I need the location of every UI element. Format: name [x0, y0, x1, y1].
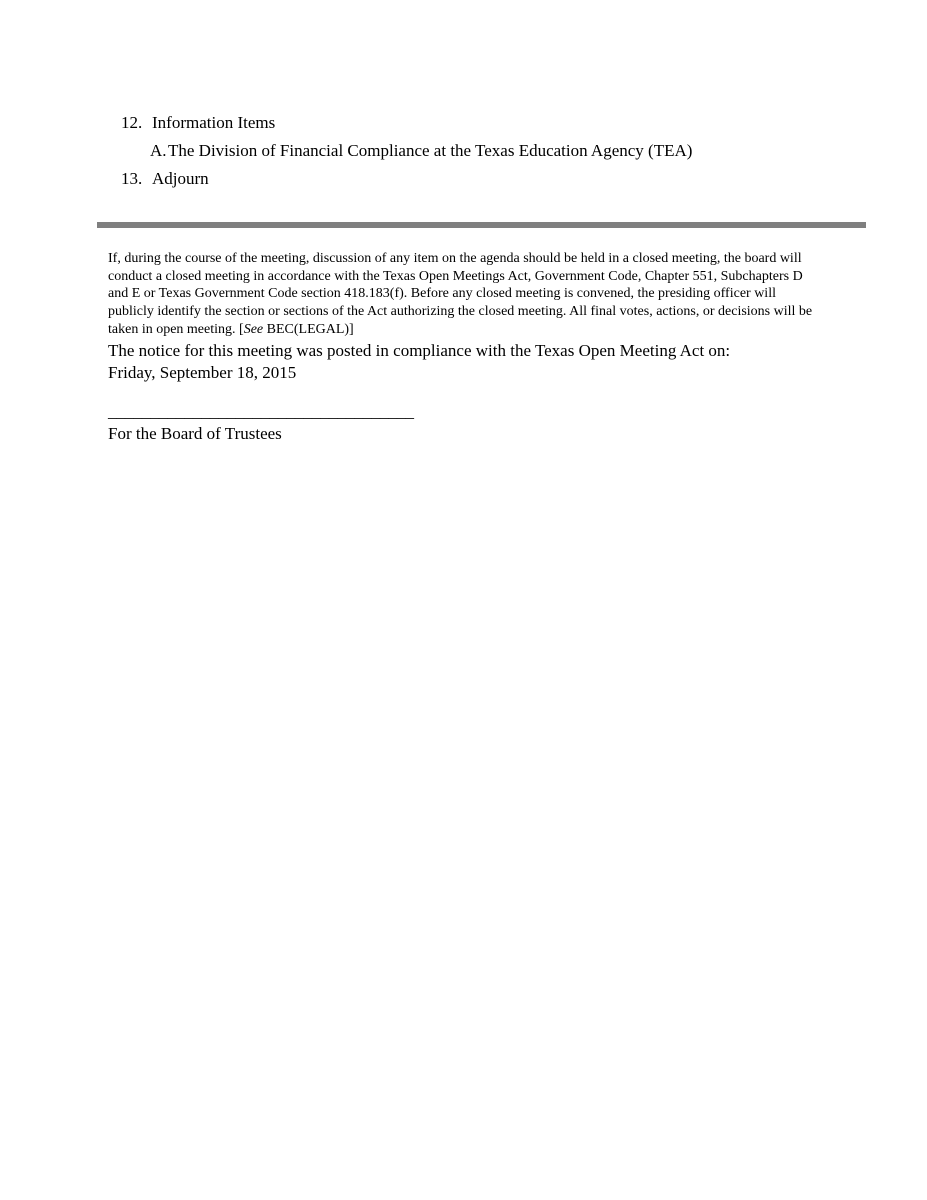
signature-label: For the Board of Trustees	[108, 424, 282, 443]
agenda-subitem-12a	[150, 141, 692, 161]
closed-meeting-text: If, during the course of the meeting, discussion of any item on the agenda should be held in a closed meeting, the board will conduct a closed meeting in accordance with the Texas Open Meetings Act, Government Code, Chapter 551, Subchapters D and E or Texas Government Code section 418.183(f). Before any closed meeting is convened, the presiding officer will publicly identify the section or sections of the Act authorizing the closed meeting. All final votes, actions, or decisions will be taken in open meeting. [	[108, 251, 813, 337]
agenda-subitem-letter: A.	[150, 141, 167, 160]
agenda-subitem-label: The Division of Financial Compliance at the Texas Education Agency (TEA)	[168, 141, 693, 160]
agenda-item-number: 12.	[121, 113, 143, 132]
closed-meeting-text-continued: BEC(LEGAL)]	[263, 321, 354, 337]
section-divider-bar	[97, 222, 866, 228]
agenda-item-label: Adjourn	[152, 169, 209, 188]
agenda-item-label: Information Items	[152, 113, 276, 132]
signature-line: ____________________________________	[108, 402, 414, 421]
agenda-item-number: 13.	[121, 169, 143, 188]
posting-statement	[108, 340, 888, 383]
see-reference-italic: See	[243, 321, 264, 337]
signature-block	[108, 401, 414, 444]
closed-meeting-statement	[108, 250, 824, 339]
agenda-item-13	[121, 169, 209, 189]
posting-statement-line1: The notice for this meeting was posted in compliance with the Texas Open Meeting Act on:	[108, 341, 731, 360]
agenda-item-12	[121, 113, 275, 133]
posting-statement-date: Friday, September 18, 2015	[108, 362, 297, 382]
